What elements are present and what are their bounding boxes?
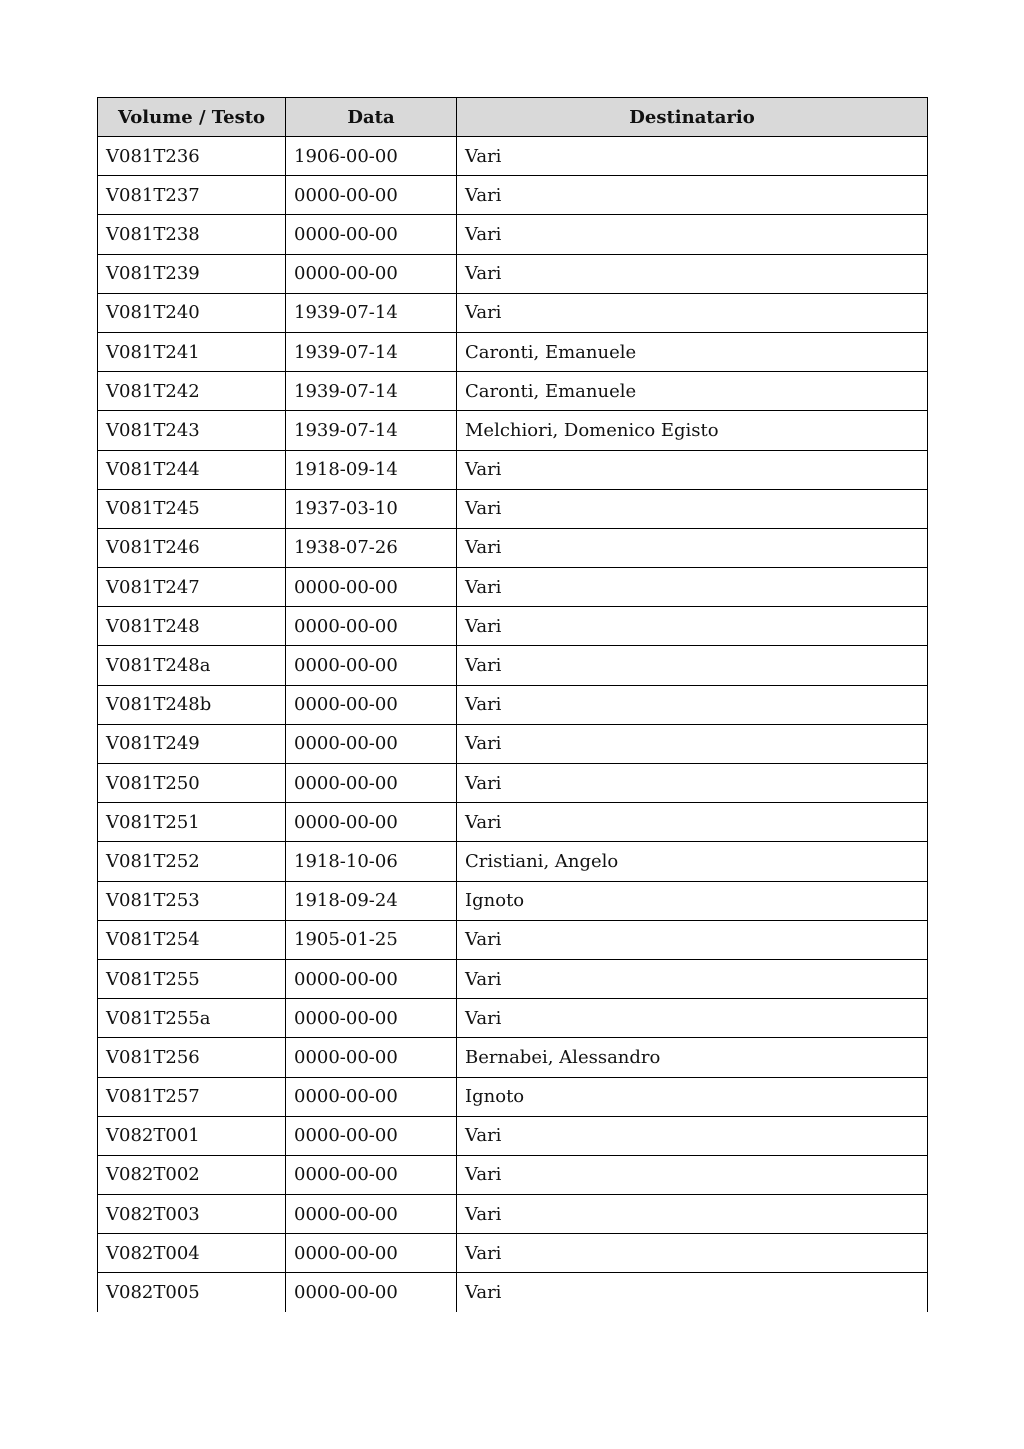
cell-volume: V081T246 — [98, 528, 286, 567]
cell-volume: V081T245 — [98, 489, 286, 528]
cell-destinatario: Vari — [457, 920, 928, 959]
cell-volume: V081T257 — [98, 1077, 286, 1116]
cell-destinatario: Ignoto — [457, 1077, 928, 1116]
cell-destinatario: Vari — [457, 685, 928, 724]
table-row — [98, 137, 928, 176]
cell-volume: V081T239 — [98, 254, 286, 293]
cell-data: 1939-07-14 — [286, 293, 457, 332]
cell-volume: V081T251 — [98, 803, 286, 842]
cell-volume: V081T237 — [98, 176, 286, 215]
cell-data: 1937-03-10 — [286, 489, 457, 528]
cell-volume: V082T005 — [98, 1273, 286, 1312]
cell-data: 0000-00-00 — [286, 764, 457, 803]
cell-volume: V081T253 — [98, 881, 286, 920]
cell-destinatario: Cristiani, Angelo — [457, 842, 928, 881]
table-row — [98, 254, 928, 293]
cell-data: 0000-00-00 — [286, 1077, 457, 1116]
cell-data: 0000-00-00 — [286, 176, 457, 215]
cell-data: 0000-00-00 — [286, 1038, 457, 1077]
table-row — [98, 1077, 928, 1116]
cell-data: 0000-00-00 — [286, 1234, 457, 1273]
cell-destinatario: Vari — [457, 724, 928, 763]
cell-data: 0000-00-00 — [286, 215, 457, 254]
cell-volume: V081T255 — [98, 959, 286, 998]
cell-volume: V081T255a — [98, 999, 286, 1038]
cell-data: 0000-00-00 — [286, 959, 457, 998]
cell-destinatario: Vari — [457, 999, 928, 1038]
table-row — [98, 1116, 928, 1155]
cell-data: 0000-00-00 — [286, 607, 457, 646]
cell-volume: V081T238 — [98, 215, 286, 254]
cell-destinatario: Vari — [457, 528, 928, 567]
cell-data: 0000-00-00 — [286, 1195, 457, 1234]
table-row — [98, 803, 928, 842]
table-row — [98, 1273, 928, 1312]
table-row — [98, 881, 928, 920]
cell-destinatario: Caronti, Emanuele — [457, 372, 928, 411]
cell-volume: V082T002 — [98, 1155, 286, 1194]
cell-volume: V081T244 — [98, 450, 286, 489]
table-body — [98, 137, 928, 1313]
cell-volume: V082T001 — [98, 1116, 286, 1155]
table-row — [98, 842, 928, 881]
table-row — [98, 999, 928, 1038]
cell-data: 0000-00-00 — [286, 803, 457, 842]
cell-volume: V081T248b — [98, 685, 286, 724]
table-row — [98, 215, 928, 254]
table-row — [98, 1234, 928, 1273]
cell-data: 0000-00-00 — [286, 724, 457, 763]
cell-volume: V081T243 — [98, 411, 286, 450]
cell-destinatario: Vari — [457, 450, 928, 489]
cell-destinatario: Vari — [457, 137, 928, 176]
cell-destinatario: Vari — [457, 646, 928, 685]
table-row — [98, 450, 928, 489]
cell-data: 0000-00-00 — [286, 685, 457, 724]
table-row — [98, 1155, 928, 1194]
cell-data: 1918-10-06 — [286, 842, 457, 881]
cell-destinatario: Caronti, Emanuele — [457, 332, 928, 371]
cell-destinatario: Melchiori, Domenico Egisto — [457, 411, 928, 450]
cell-data: 0000-00-00 — [286, 254, 457, 293]
table-row — [98, 724, 928, 763]
cell-volume: V081T250 — [98, 764, 286, 803]
cell-destinatario: Vari — [457, 959, 928, 998]
cell-volume: V081T247 — [98, 568, 286, 607]
table-row — [98, 568, 928, 607]
cell-data: 1918-09-14 — [286, 450, 457, 489]
cell-destinatario: Vari — [457, 607, 928, 646]
cell-destinatario: Vari — [457, 293, 928, 332]
table-row — [98, 489, 928, 528]
header-row — [98, 98, 928, 137]
cell-data: 0000-00-00 — [286, 999, 457, 1038]
table-row — [98, 372, 928, 411]
cell-data: 0000-00-00 — [286, 568, 457, 607]
cell-destinatario: Vari — [457, 568, 928, 607]
cell-volume: V081T256 — [98, 1038, 286, 1077]
cell-volume: V081T254 — [98, 920, 286, 959]
cell-data: 0000-00-00 — [286, 1116, 457, 1155]
cell-volume: V081T240 — [98, 293, 286, 332]
table-row — [98, 176, 928, 215]
cell-destinatario: Vari — [457, 1273, 928, 1312]
cell-volume: V081T248 — [98, 607, 286, 646]
table-row — [98, 411, 928, 450]
cell-volume: V081T241 — [98, 332, 286, 371]
table-row — [98, 959, 928, 998]
cell-data: 1918-09-24 — [286, 881, 457, 920]
table-row — [98, 764, 928, 803]
column-header-volume: Volume / Testo — [98, 98, 286, 137]
table-header — [98, 98, 928, 137]
column-header-destinatario: Destinatario — [457, 98, 928, 137]
table-row — [98, 1195, 928, 1234]
table-row — [98, 920, 928, 959]
cell-data: 0000-00-00 — [286, 1273, 457, 1312]
cell-volume: V081T236 — [98, 137, 286, 176]
cell-destinatario: Ignoto — [457, 881, 928, 920]
table-row — [98, 646, 928, 685]
cell-destinatario: Bernabei, Alessandro — [457, 1038, 928, 1077]
cell-destinatario: Vari — [457, 803, 928, 842]
cell-volume: V081T249 — [98, 724, 286, 763]
cell-data: 1939-07-14 — [286, 411, 457, 450]
table-row — [98, 607, 928, 646]
cell-volume: V081T242 — [98, 372, 286, 411]
cell-data: 1939-07-14 — [286, 332, 457, 371]
cell-destinatario: Vari — [457, 176, 928, 215]
cell-destinatario: Vari — [457, 489, 928, 528]
cell-destinatario: Vari — [457, 1195, 928, 1234]
cell-volume: V081T248a — [98, 646, 286, 685]
cell-volume: V082T003 — [98, 1195, 286, 1234]
cell-destinatario: Vari — [457, 1234, 928, 1273]
cell-data: 1939-07-14 — [286, 372, 457, 411]
table-row — [98, 332, 928, 371]
cell-data: 1905-01-25 — [286, 920, 457, 959]
cell-destinatario: Vari — [457, 215, 928, 254]
table-row — [98, 1038, 928, 1077]
table-row — [98, 293, 928, 332]
cell-data: 0000-00-00 — [286, 646, 457, 685]
cell-destinatario: Vari — [457, 254, 928, 293]
cell-data: 1938-07-26 — [286, 528, 457, 567]
cell-data: 0000-00-00 — [286, 1155, 457, 1194]
table-row — [98, 528, 928, 567]
cell-data: 1906-00-00 — [286, 137, 457, 176]
column-header-data: Data — [286, 98, 457, 137]
cell-destinatario: Vari — [457, 1116, 928, 1155]
table-row — [98, 685, 928, 724]
cell-volume: V082T004 — [98, 1234, 286, 1273]
records-table — [97, 97, 928, 1312]
cell-destinatario: Vari — [457, 764, 928, 803]
cell-volume: V081T252 — [98, 842, 286, 881]
cell-destinatario: Vari — [457, 1155, 928, 1194]
